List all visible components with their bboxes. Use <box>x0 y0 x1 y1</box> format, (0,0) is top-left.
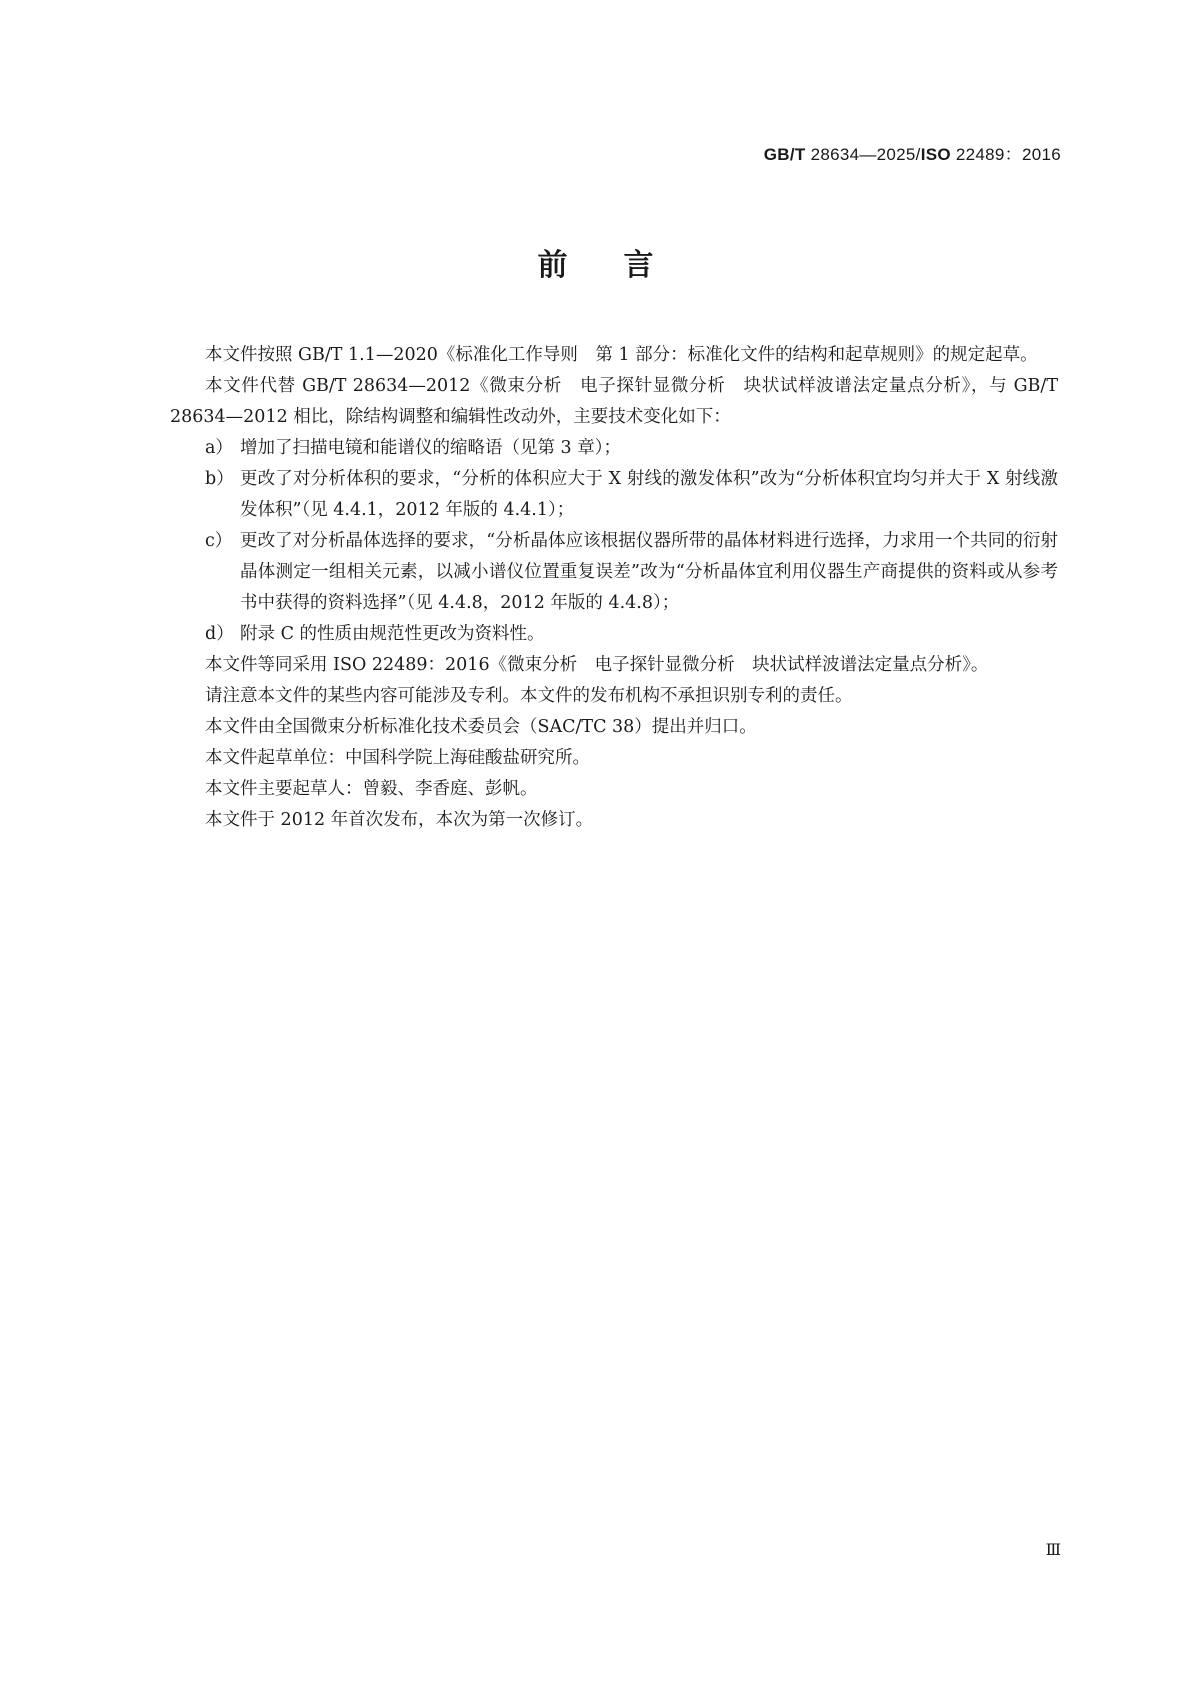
list-item-label: d） <box>205 624 234 644</box>
paragraph-proposer: 本文件由全国微束分析标准化技术委员会（SAC/TC 38）提出并归口。 <box>205 717 757 737</box>
page-title: 前言 <box>537 248 710 283</box>
list-item-text: 更改了对分析晶体选择的要求，“分析晶体应该根据仪器所带的晶体材料进行选择，力求用一个共同的衍射晶体测定一组相关元素，以减小谱仪位置重复误差”改为“分析晶体宜利用仪器生产商提供的资料或从参考书中获得的资料选择”（见 4.4.8，2012 年版的 4.4.8）； <box>240 531 1058 613</box>
list-item <box>170 433 1058 464</box>
list-item <box>170 526 1058 619</box>
list-item <box>170 619 1058 650</box>
list-item-text: 附录 C 的性质由规范性更改为资料性。 <box>240 624 545 644</box>
paragraph-publication-history: 本文件于 2012 年首次发布，本次为第一次修订。 <box>205 810 594 830</box>
page-number: Ⅲ <box>1045 1540 1061 1559</box>
standard-code-prefix: GB/T <box>763 145 806 164</box>
paragraph-replacement: 本文件代替 GB/T 28634—2012《微束分析 电子探针显微分析 块状试样波谱法定量点分析》，与 GB/T 28634—2012 相比，除结构调整和编辑性改动外，主要技术变化如下： <box>170 376 1058 427</box>
list-item-label: a） <box>205 438 233 458</box>
standard-code-iso: ISO <box>920 145 951 164</box>
paragraph-drafting-unit: 本文件起草单位：中国科学院上海硅酸盐研究所。 <box>205 748 590 768</box>
paragraph-patent-notice: 请注意本文件的某些内容可能涉及专利。本文件的发布机构不承担识别专利的责任。 <box>205 686 853 706</box>
list-item-text: 更改了对分析体积的要求，“分析的体积应大于 X 射线的激发体积”改为“分析体积宜均匀并大于 X 射线激发体积”（见 4.4.1，2012 年版的 4.4.1）； <box>240 469 1058 520</box>
standard-code-iso-number: 22489：2016 <box>950 145 1061 164</box>
paragraph-drafters: 本文件主要起草人：曾毅、李香庭、彭帆。 <box>205 779 538 799</box>
list-item-label: b） <box>205 469 234 489</box>
list-item-label: c） <box>205 531 233 551</box>
list-item-text: 增加了扫描电镜和能谱仪的缩略语（见第 3 章）； <box>240 438 622 458</box>
paragraph-equivalent-standard: 本文件等同采用 ISO 22489：2016《微束分析 电子探针显微分析 块状试样波谱法定量点分析》。 <box>205 655 989 675</box>
list-item <box>170 464 1058 526</box>
standard-code <box>764 140 1061 165</box>
standard-code-number: 28634—2025/ <box>805 145 921 164</box>
paragraph-drafting-rules: 本文件按照 GB/T 1.1—2020《标准化工作导则 第 1 部分：标准化文件的结构和起草规则》的规定起草。 <box>205 345 1038 365</box>
foreword-body <box>170 340 1058 836</box>
